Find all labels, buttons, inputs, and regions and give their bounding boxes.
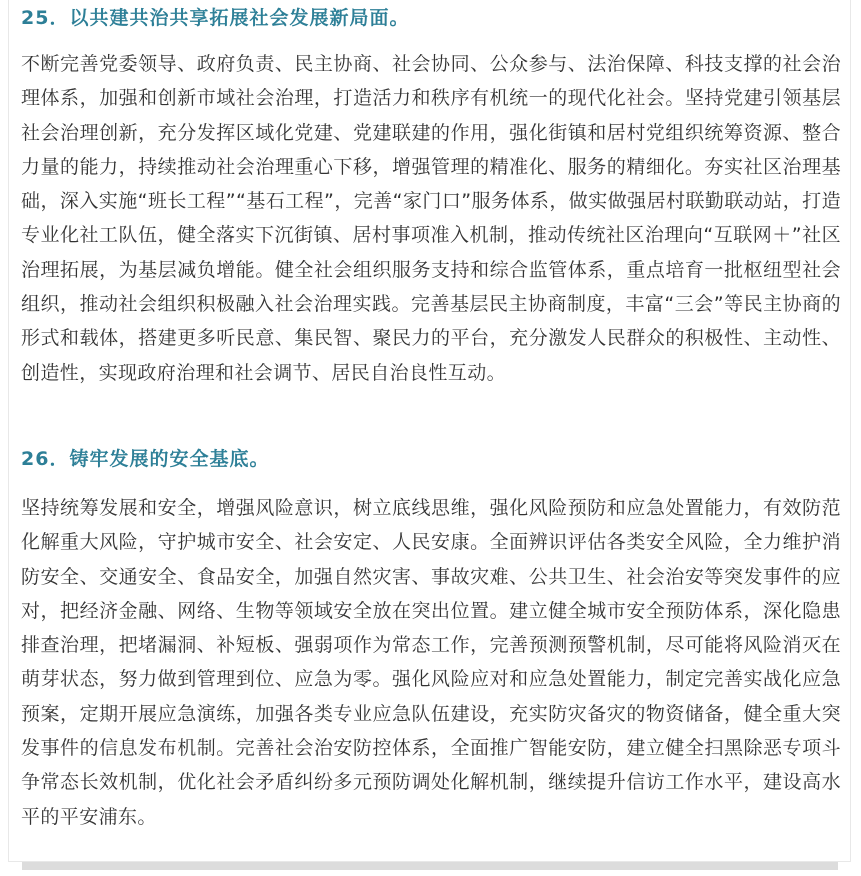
section-26-paragraph: 坚持统筹发展和安全，增强风险意识，树立底线思维，强化风险预防和应急处置能力，有效防范化解重大风险，守护城市安全、社会安定、人民安康。全面辨识评估各类安全风险，全力维护消防安全、交通安全、食品安全，加强自然灾害、事故灾难、公共卫生、社会治安等突发事件的应对，把经济金融、网络、生物等领域安全放在突出位置。建立健全城市安全预防体系，深化隐患排查治理，把堵漏洞、补短板、强弱项作为常态工作，完善预测预警机制，尽可能将风险消灭在萌芽状态，努力做到管理到位、应急为零。强化风险应对和应急处置能力，制定完善实战化应急预案，定期开展应急演练，加强各类专业应急队伍建设，充实防灾备灾的物资储备，健全重大突发事件的信息发布机制。完善社会治安防控体系，全面推广智能安防，建立健全扫黑除恶专项斗争常态长效机制，优化社会矛盾纠纷多元预防调处化解机制，继续提升信访工作水平，建设高水平的平安浦东。 <box>21 497 841 828</box>
section-25-paragraph: 不断完善党委领导、政府负责、民主协商、社会协同、公众参与、法治保障、科技支撑的社会治理体系，加强和创新市域社会治理，打造活力和秩序有机统一的现代化社会。坚持党建引领基层社会治理创新，充分发挥区域化党建、党建联建的作用，强化街镇和居村党组织统筹资源、整合力量的能力，持续推动社会治理重心下移，增强管理的精准化、服务的精细化。夯实社区治理基础，深入实施“班长工程”“基石工程”，完善“家门口”服务体系，做实做强居村联勤联动站，打造专业化社工队伍，健全落实下沉街镇、居村事项准入机制，推动传统社区治理向“互联网＋”社区治理拓展，为基层减负增能。健全社会组织服务支持和综合监管体系，重点培育一批枢纽型社会组织，推动社会组织积极融入社会治理实践。完善基层民主协商制度，丰富“三会”等民主协商的形式和载体，搭建更多听民意、集民智、聚民力的平台，充分激发人民群众的积极性、主动性、创造性，实现政府治理和社会调节、居民自治良性互动。 <box>21 53 841 384</box>
section-25-heading: 25．以共建共治共享拓展社会发展新局面。 <box>21 7 410 29</box>
document-card <box>8 0 851 862</box>
section-26-heading: 26．铸牢发展的安全基底。 <box>21 448 270 470</box>
card-bottom-shadow <box>22 862 838 870</box>
